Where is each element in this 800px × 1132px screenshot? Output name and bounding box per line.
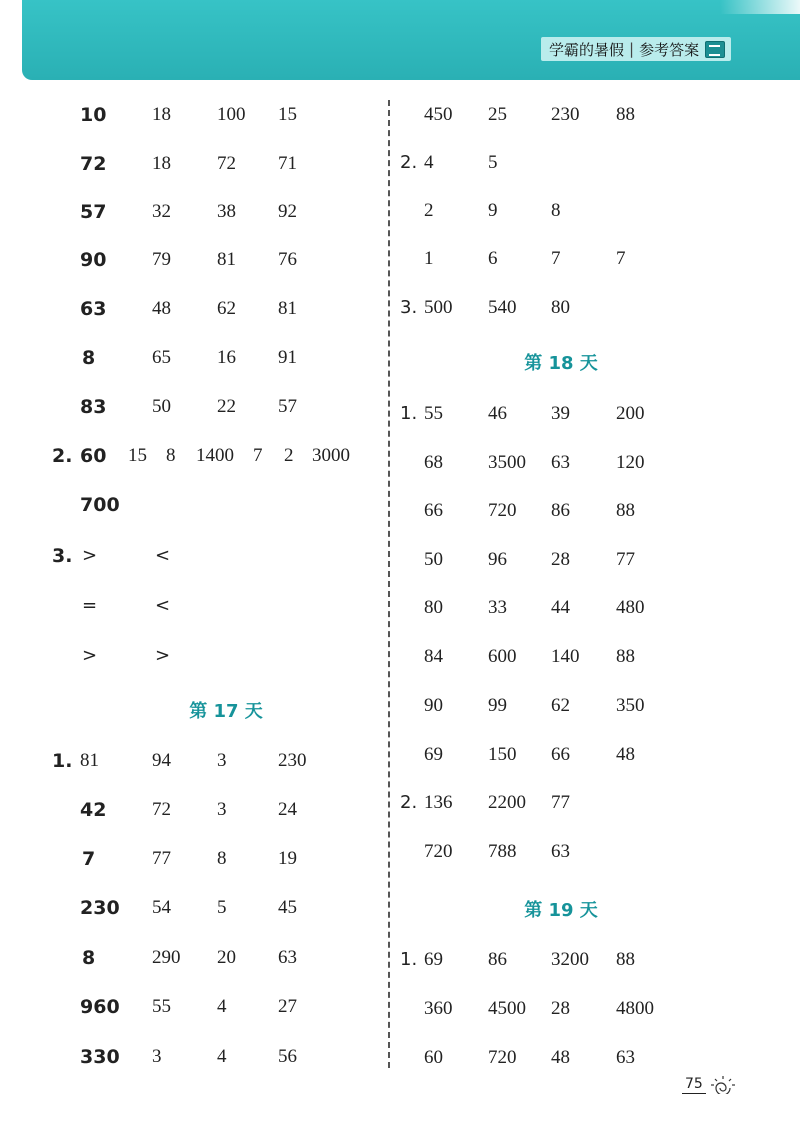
answer-value: 136 — [424, 792, 453, 813]
day-17-title: 第 17 天 — [189, 701, 263, 722]
answer-value: 56 — [278, 1046, 297, 1067]
answer-value: 33 — [488, 597, 507, 618]
answer-value: 7 — [82, 848, 96, 870]
answer-value: 68 — [424, 452, 443, 473]
answer-value: 788 — [488, 841, 517, 862]
answer-value: 80 — [424, 597, 443, 618]
answer-value: 57 — [80, 201, 107, 223]
answer-value: 28 — [551, 549, 570, 570]
answer-value: 2 — [424, 200, 434, 221]
answer-value: 66 — [551, 744, 570, 765]
answer-value: 27 — [278, 996, 297, 1017]
answer-value: 62 — [551, 695, 570, 716]
answer-value: 4800 — [616, 998, 654, 1019]
answer-value: 88 — [616, 949, 635, 970]
answer-value: 960 — [80, 996, 120, 1018]
answer-value: 50 — [152, 396, 171, 417]
answer-value: 3000 — [312, 445, 350, 466]
answer-value: 3 — [152, 1046, 162, 1067]
answer-value: 57 — [278, 396, 297, 417]
answer-value: 55 — [424, 403, 443, 424]
compare-symbol: < — [155, 595, 171, 616]
answer-value: 83 — [80, 396, 107, 418]
question-label: 2. — [52, 445, 73, 467]
question-label: 3. — [52, 545, 73, 567]
answer-value: 720 — [424, 841, 453, 862]
answer-value: 22 — [217, 396, 236, 417]
answer-value: 69 — [424, 949, 443, 970]
answer-value: 100 — [217, 104, 246, 125]
answer-value: 2 — [284, 445, 294, 466]
answer-value: 3500 — [488, 452, 526, 473]
answer-value: 86 — [551, 500, 570, 521]
answer-value: 46 — [488, 403, 507, 424]
answer-value: 63 — [551, 841, 570, 862]
day-19-title: 第 19 天 — [524, 900, 598, 921]
compare-symbol: < — [155, 545, 171, 566]
answer-value: 4500 — [488, 998, 526, 1019]
answer-value: 2200 — [488, 792, 526, 813]
answer-value: 480 — [616, 597, 645, 618]
question-label: 3. — [400, 297, 418, 318]
answer-value: 18 — [152, 104, 171, 125]
question-label: 2. — [400, 792, 418, 813]
question-label: 1. — [400, 949, 418, 970]
answer-value: 540 — [488, 297, 517, 318]
answer-value: 90 — [424, 695, 443, 716]
answer-value: 42 — [80, 799, 107, 821]
page-number: 75 — [682, 1076, 706, 1094]
answer-value: 1400 — [196, 445, 234, 466]
answer-value: 92 — [278, 201, 297, 222]
compare-symbol: > — [155, 645, 171, 666]
answer-value: 700 — [80, 494, 120, 516]
header-separator: | — [629, 40, 635, 58]
answer-value: 15 — [128, 445, 147, 466]
answer-value: 88 — [616, 646, 635, 667]
answer-value: 63 — [80, 298, 107, 320]
answer-value: 19 — [278, 848, 297, 869]
answer-value: 84 — [424, 646, 443, 667]
answer-value: 60 — [424, 1047, 443, 1068]
answer-value: 72 — [217, 153, 236, 174]
answer-value: 4 — [424, 152, 434, 173]
answer-value: 10 — [80, 104, 107, 126]
answer-value: 230 — [278, 750, 307, 771]
answer-value: 94 — [152, 750, 171, 771]
question-label: 1. — [400, 403, 418, 424]
answer-value: 63 — [616, 1047, 635, 1068]
day-18-title: 第 18 天 — [524, 353, 598, 374]
answer-value: 4 — [217, 1046, 227, 1067]
answer-value: 8 — [166, 445, 176, 466]
answer-value: 48 — [551, 1047, 570, 1068]
answer-value: 9 — [488, 200, 498, 221]
question-label: 2. — [400, 152, 418, 173]
compare-symbol: > — [82, 645, 98, 666]
answer-value: 80 — [551, 297, 570, 318]
answer-value: 230 — [80, 897, 120, 919]
page-footer — [682, 1074, 736, 1094]
answer-value: 290 — [152, 947, 181, 968]
answer-value: 88 — [616, 500, 635, 521]
answer-value: 44 — [551, 597, 570, 618]
answer-value: 79 — [152, 249, 171, 270]
answer-value: 4 — [217, 996, 227, 1017]
answer-value: 38 — [217, 201, 236, 222]
answer-value: 28 — [551, 998, 570, 1019]
answer-value: 88 — [616, 104, 635, 125]
answer-value: 450 — [424, 104, 453, 125]
answer-value: 7 — [551, 248, 561, 269]
answer-value: 720 — [488, 1047, 517, 1068]
answer-value: 91 — [278, 347, 297, 368]
answer-value: 63 — [551, 452, 570, 473]
answer-value: 50 — [424, 549, 443, 570]
sun-spiral-icon — [710, 1074, 736, 1094]
answer-value: 600 — [488, 646, 517, 667]
answer-value: 99 — [488, 695, 507, 716]
answer-value: 3 — [217, 750, 227, 771]
answer-value: 72 — [152, 799, 171, 820]
answer-value: 48 — [616, 744, 635, 765]
answer-value: 71 — [278, 153, 297, 174]
answer-value: 200 — [616, 403, 645, 424]
answer-value: 55 — [152, 996, 171, 1017]
answer-value: 72 — [80, 153, 107, 175]
answer-value: 24 — [278, 799, 297, 820]
answer-value: 48 — [152, 298, 171, 319]
answer-value: 18 — [152, 153, 171, 174]
answer-value: 65 — [152, 347, 171, 368]
section-title: 参考答案 — [639, 40, 700, 59]
answer-value: 1 — [424, 248, 434, 269]
answer-value: 6 — [488, 248, 498, 269]
answer-value: 3 — [217, 799, 227, 820]
question-label: 1. — [52, 750, 73, 772]
answer-value: 15 — [278, 104, 297, 125]
answer-value: 86 — [488, 949, 507, 970]
answer-value: 63 — [278, 947, 297, 968]
answer-value: 96 — [488, 549, 507, 570]
answer-value: 45 — [278, 897, 297, 918]
answer-value: 81 — [217, 249, 236, 270]
answer-value: 77 — [616, 549, 635, 570]
answer-value: 54 — [152, 897, 171, 918]
answer-value: 5 — [217, 897, 227, 918]
answer-value: 7 — [616, 248, 626, 269]
answer-value: 5 — [488, 152, 498, 173]
compare-symbol: = — [82, 595, 98, 616]
answer-value: 8 — [217, 848, 227, 869]
answer-value: 16 — [217, 347, 236, 368]
answer-value: 330 — [80, 1046, 120, 1068]
answer-value: 66 — [424, 500, 443, 521]
answer-value: 8 — [82, 347, 96, 369]
answer-value: 140 — [551, 646, 580, 667]
answer-value: 60 — [80, 445, 107, 467]
answer-value: 720 — [488, 500, 517, 521]
answer-value: 230 — [551, 104, 580, 125]
answer-value: 360 — [424, 998, 453, 1019]
answer-value: 120 — [616, 452, 645, 473]
compare-symbol: > — [82, 545, 98, 566]
answer-value: 39 — [551, 403, 570, 424]
answer-value: 8 — [551, 200, 561, 221]
answer-value: 150 — [488, 744, 517, 765]
answer-value: 32 — [152, 201, 171, 222]
answer-value: 25 — [488, 104, 507, 125]
answer-value: 81 — [278, 298, 297, 319]
answer-value: 3200 — [551, 949, 589, 970]
answer-value: 90 — [80, 249, 107, 271]
answer-value: 500 — [424, 297, 453, 318]
answer-value: 81 — [80, 750, 99, 771]
answer-value: 62 — [217, 298, 236, 319]
answer-value: 20 — [217, 947, 236, 968]
answer-value: 8 — [82, 947, 96, 969]
answer-value: 76 — [278, 249, 297, 270]
answer-value: 77 — [551, 792, 570, 813]
answer-value: 350 — [616, 695, 645, 716]
book-title: 学霸的暑假 — [549, 40, 625, 59]
answer-value: 69 — [424, 744, 443, 765]
answer-value: 77 — [152, 848, 171, 869]
answer-value: 7 — [253, 445, 263, 466]
